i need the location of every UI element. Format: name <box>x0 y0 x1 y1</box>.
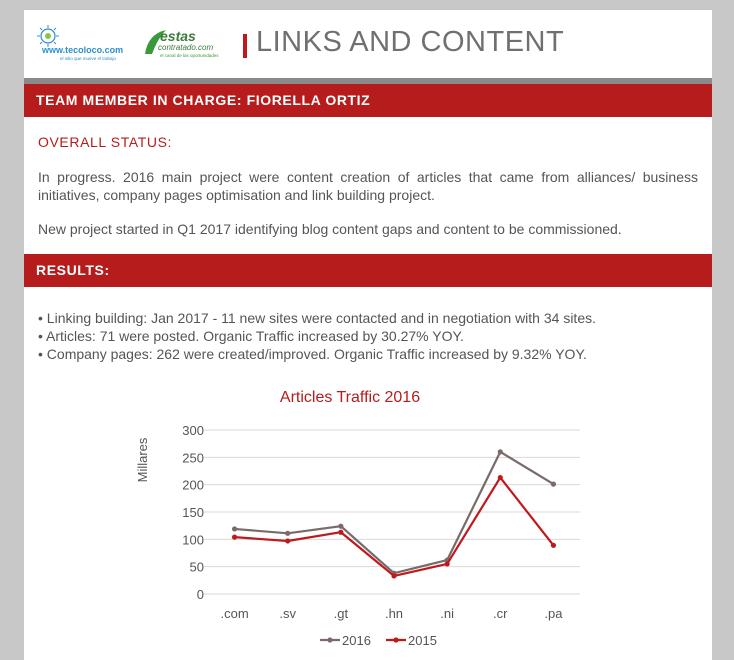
page-title: LINKS AND CONTENT <box>256 26 565 58</box>
chart-title: Articles Traffic 2016 <box>279 389 421 406</box>
data-point-2016 <box>338 524 343 529</box>
svg-text:el canal de las oportunidades: el canal de las oportunidades <box>160 53 219 58</box>
x-tick-label: .cr <box>493 606 508 621</box>
x-tick-labels <box>220 606 563 621</box>
svg-text:estas: estas <box>160 28 196 44</box>
results-item-company-pages: • Company pages: 262 were created/improved. Organic Traffic increased by 9.32% YOY. <box>38 346 587 362</box>
x-tick-label: .gt <box>333 606 349 621</box>
data-point-2015 <box>498 475 503 480</box>
results-item-articles: • Articles: 71 were posted. Organic Traffic increased by 30.27% YOY. <box>38 328 464 344</box>
svg-text:contratado.com: contratado.com <box>158 43 214 52</box>
data-point-2016 <box>285 531 290 536</box>
data-point-2015 <box>391 573 396 578</box>
x-tick-label: .hn <box>384 606 404 621</box>
x-tick-label: .sv <box>279 606 297 621</box>
series-line-2016 <box>235 452 554 573</box>
y-tick-label: 0 <box>196 587 204 602</box>
y-tick-label: 300 <box>182 423 204 438</box>
legend-marker-2016 <box>327 637 332 642</box>
team-member-band: TEAM MEMBER IN CHARGE: FIORELLA ORTIZ <box>24 84 712 117</box>
header <box>24 10 712 78</box>
tecoloco-logo <box>36 24 146 64</box>
results-band: RESULTS: <box>24 254 712 287</box>
data-point-2016 <box>232 526 237 531</box>
data-point-2015 <box>445 561 450 566</box>
data-point-2015 <box>338 530 343 535</box>
legend-label-2016: 2016 <box>342 633 371 648</box>
results-list <box>38 309 698 363</box>
y-tick-label: 200 <box>182 477 204 493</box>
legend-label-2015: 2015 <box>408 633 437 648</box>
articles-traffic-chart <box>124 382 584 654</box>
chart-series <box>232 449 556 578</box>
legend-marker-2015 <box>393 637 398 642</box>
report-page <box>24 10 712 660</box>
title-accent-bar <box>243 34 247 58</box>
estascontratado-logo <box>142 24 238 64</box>
chart-gridlines <box>204 430 580 594</box>
data-point-2015 <box>285 538 290 543</box>
data-point-2015 <box>232 535 237 540</box>
x-tick-label: .pa <box>544 606 563 621</box>
y-tick-label: 250 <box>182 450 204 466</box>
data-point-2016 <box>551 482 556 487</box>
results-item-linking: • Linking building: Jan 2017 - 11 new sites were contacted and in negotiation with 34 sites. <box>38 310 596 326</box>
overall-status-heading: OVERALL STATUS: <box>38 134 172 150</box>
y-axis-label: Millares <box>135 437 150 483</box>
data-point-2015 <box>551 543 556 548</box>
x-tick-label: .ni <box>440 606 455 621</box>
svg-text:www.tecoloco.com: www.tecoloco.com <box>42 45 124 55</box>
data-point-2016 <box>498 449 503 454</box>
chart-legend <box>320 633 437 648</box>
svg-text:el sitio que mueve el trabajo: el sitio que mueve el trabajo <box>60 56 117 61</box>
y-tick-label: 100 <box>182 532 204 548</box>
y-tick-label: 150 <box>182 505 204 520</box>
status-paragraph-2: New project started in Q1 2017 identifying blog content gaps and content to be commissioned. <box>38 221 622 237</box>
series-line-2015 <box>235 478 554 576</box>
x-tick-label: .com <box>220 606 249 621</box>
y-tick-labels <box>182 423 204 602</box>
y-tick-label: 50 <box>189 559 204 575</box>
status-paragraph-1: In progress. 2016 main project were content creation of articles that came from alliances/ business initiatives, company pages optimisation and link building project. <box>38 169 698 203</box>
